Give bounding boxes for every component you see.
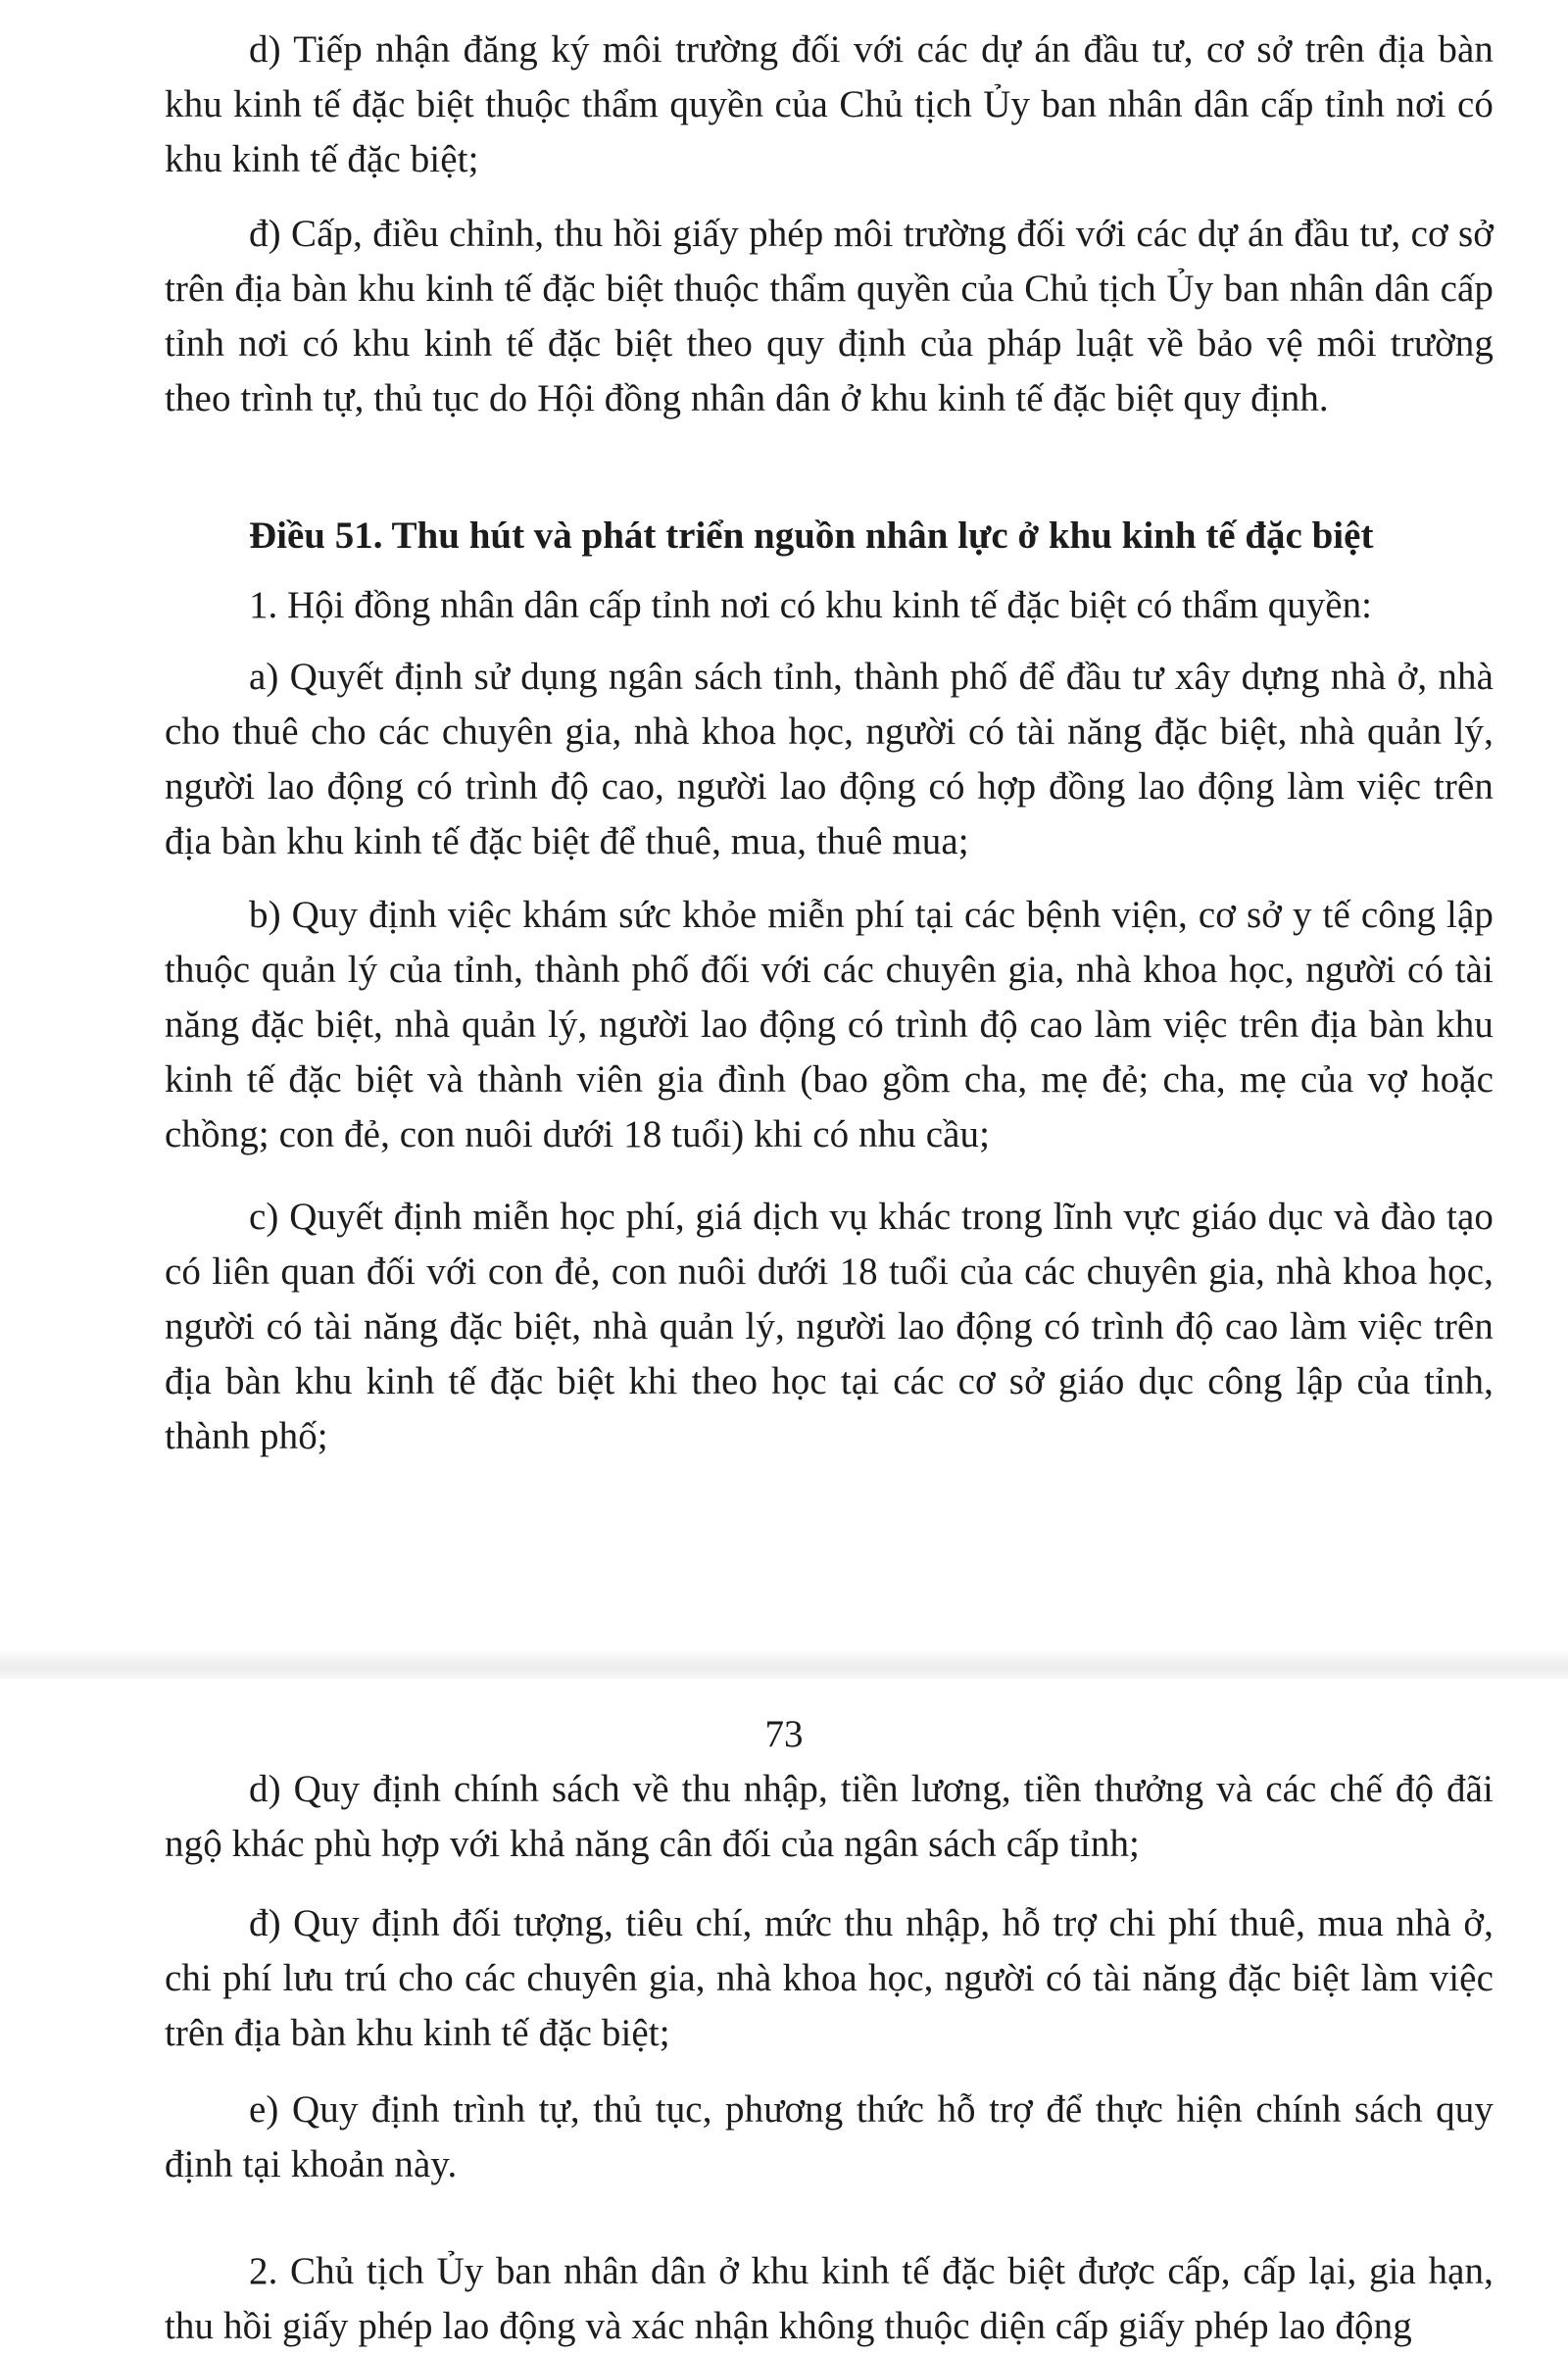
article-51-heading: Điều 51. Thu hút và phát triển nguồn nhân lực ở khu kinh tế đặc biệt	[249, 515, 1374, 557]
clause-1-intro: 1. Hội đồng nhân dân cấp tỉnh nơi có khu kinh tế đặc biệt có thẩm quyền:	[249, 584, 1372, 626]
paragraph-b-health-check: b) Quy định việc khám sức khỏe miễn phí tại các bệnh viện, cơ sở y tế công lập thuộc quản lý của tỉnh, thành phố đối với các chuyên gia, nhà khoa học, người có tài năng đặc biệt, nhà quản lý, người lao động có trình độ cao làm việc trên địa bàn khu kinh tế đặc biệt và thành viên gia đình (bao gồm cha, mẹ đẻ; cha, mẹ của vợ hoặc chồng; con đẻ, con nuôi dưới 18 tuổi) khi có nhu cầu;	[165, 894, 1494, 1155]
paragraph-dd-housing-support: đ) Quy định đối tượng, tiêu chí, mức thu nhập, hỗ trợ chi phí thuê, mua nhà ở, chi phí lưu trú cho các chuyên gia, nhà khoa học, người có tài năng đặc biệt làm việc trên địa bàn khu kinh tế đặc biệt;	[165, 1902, 1494, 2054]
clause-2-labor-permit: 2. Chủ tịch Ủy ban nhân dân ở khu kinh tế đặc biệt được cấp, cấp lại, gia hạn, thu hồi giấy phép lao động và xác nhận không thuộc diện cấp giấy phép lao động	[165, 2250, 1494, 2347]
page-separator	[0, 1649, 1568, 1679]
paragraph-d-income-policy: d) Quy định chính sách về thu nhập, tiền lương, tiền thưởng và các chế độ đãi ngộ khác phù hợp với khả năng cân đối của ngân sách cấp tỉnh;	[165, 1768, 1494, 1865]
paragraph-dd-environment-permit: đ) Cấp, điều chỉnh, thu hồi giấy phép môi trường đối với các dự án đầu tư, cơ sở trên địa bàn khu kinh tế đặc biệt thuộc thẩm quyền của Chủ tịch Ủy ban nhân dân cấp tỉnh nơi có khu kinh tế đặc biệt theo quy định của pháp luật về bảo vệ môi trường theo trình tự, thủ tục do Hội đồng nhân dân ở khu kinh tế đặc biệt quy định.	[165, 213, 1494, 419]
paragraph-e-procedures: e) Quy định trình tự, thủ tục, phương thức hỗ trợ để thực hiện chính sách quy định tại khoản này.	[165, 2088, 1494, 2185]
paragraph-d-environment-registration: d) Tiếp nhận đăng ký môi trường đối với các dự án đầu tư, cơ sở trên địa bàn khu kinh tế đặc biệt thuộc thẩm quyền của Chủ tịch Ủy ban nhân dân cấp tỉnh nơi có khu kinh tế đặc biệt;	[165, 28, 1494, 180]
paragraph-a-housing: a) Quyết định sử dụng ngân sách tỉnh, thành phố để đầu tư xây dựng nhà ở, nhà cho thuê cho các chuyên gia, nhà khoa học, người có tài năng đặc biệt, nhà quản lý, người lao động có trình độ cao, người lao động có hợp đồng lao động làm việc trên địa bàn khu kinh tế đặc biệt để thuê, mua, thuê mua;	[165, 656, 1494, 862]
paragraph-c-tuition: c) Quyết định miễn học phí, giá dịch vụ khác trong lĩnh vực giáo dục và đào tạo có liên quan đối với con đẻ, con nuôi dưới 18 tuổi của các chuyên gia, nhà khoa học, người có tài năng đặc biệt, nhà quản lý, người lao động có trình độ cao làm việc trên địa bàn khu kinh tế đặc biệt khi theo học tại các cơ sở giáo dục công lập của tỉnh, thành phố;	[165, 1196, 1494, 1457]
page-number: 73	[764, 1713, 804, 1755]
